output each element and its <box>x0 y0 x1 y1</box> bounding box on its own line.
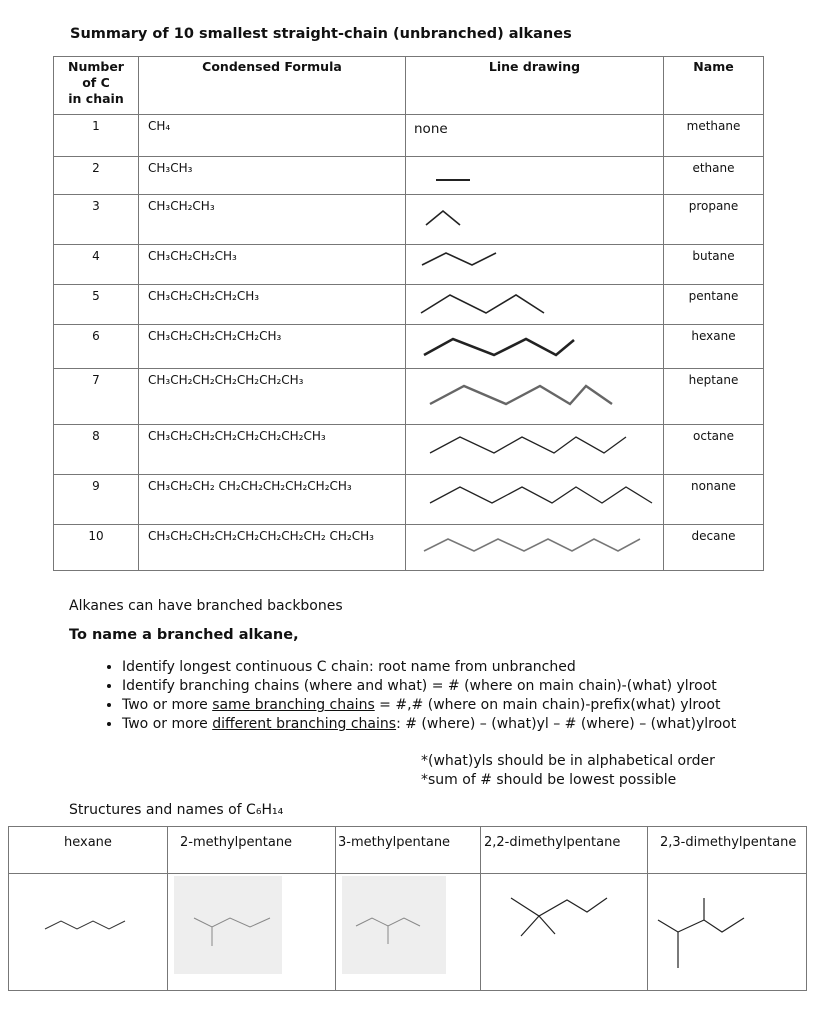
carbon-count: 10 <box>54 525 139 571</box>
butane-structure <box>406 245 664 285</box>
carbon-count: 1 <box>54 115 139 157</box>
rule-item <box>122 658 736 677</box>
alkane-summary-table <box>53 56 764 571</box>
rule-text: Identify longest continuous C chain: root name from unbranched <box>122 659 576 675</box>
alkane-name: heptane <box>664 369 764 425</box>
none-label: none <box>414 121 448 137</box>
hexane-structure <box>406 325 664 369</box>
line-drawing <box>406 157 664 195</box>
table-row <box>54 369 764 425</box>
line-drawing <box>406 115 664 157</box>
propane-structure <box>406 195 664 245</box>
header-name: Name <box>664 57 764 115</box>
carbon-count: 9 <box>54 475 139 525</box>
rule-item <box>122 715 736 734</box>
rule-text: Two or more <box>122 716 213 732</box>
carbon-count: 5 <box>54 285 139 325</box>
naming-heading: To name a branched alkane, <box>69 627 299 643</box>
line-drawing <box>406 245 664 285</box>
alkane-name: butane <box>664 245 764 285</box>
carbon-count: 4 <box>54 245 139 285</box>
line-drawing <box>406 195 664 245</box>
alkane-name: octane <box>664 425 764 475</box>
line-drawing <box>406 369 664 425</box>
methylpentane-2-skeleton <box>168 874 336 990</box>
table-row <box>54 525 764 571</box>
carbon-count: 3 <box>54 195 139 245</box>
line-drawing <box>406 425 664 475</box>
condensed-formula: CH₄ <box>139 115 406 157</box>
decane-structure <box>406 525 664 571</box>
dimethylpentane-22-skeleton <box>481 874 648 990</box>
methylpentane-3-skeleton <box>336 874 481 990</box>
note-alphabetical: *(what)yls should be in alphabetical order <box>421 753 715 769</box>
carbon-count: 8 <box>54 425 139 475</box>
condensed-formula: CH₃CH₂CH₂CH₂CH₂CH₂CH₂CH₃ <box>139 425 406 475</box>
underlined-term: different branching chains <box>212 716 397 732</box>
line-drawing <box>406 475 664 525</box>
rule-text: Two or more <box>122 697 213 713</box>
line-drawing <box>406 525 664 571</box>
hexane-skeleton <box>9 874 168 990</box>
isomer-structure <box>336 874 481 991</box>
alkane-name: nonane <box>664 475 764 525</box>
carbon-count: 2 <box>54 157 139 195</box>
alkane-name: propane <box>664 195 764 245</box>
line-drawing <box>406 285 664 325</box>
condensed-formula: CH₃CH₂CH₂CH₂CH₂CH₂CH₂CH₂ CH₂CH₃ <box>139 525 406 571</box>
ethane-structure <box>406 157 664 195</box>
alkane-name: methane <box>664 115 764 157</box>
alkane-name: decane <box>664 525 764 571</box>
branched-intro: Alkanes can have branched backbones <box>69 598 343 614</box>
isomer-name: 3-methylpentane <box>336 827 481 874</box>
condensed-formula: CH₃CH₂CH₂CH₃ <box>139 245 406 285</box>
rule-item <box>122 677 736 696</box>
note-lowest-sum: *sum of # should be lowest possible <box>421 772 677 788</box>
naming-rules-list <box>68 658 736 734</box>
header-number: Number of C in chain <box>54 57 139 115</box>
condensed-formula: CH₃CH₂CH₂ CH₂CH₂CH₂CH₂CH₂CH₃ <box>139 475 406 525</box>
alkane-name: ethane <box>664 157 764 195</box>
dimethylpentane-23-skeleton <box>648 874 807 990</box>
table-row <box>54 115 764 157</box>
isomers-table <box>8 826 807 991</box>
isomers-heading: Structures and names of C₆H₁₄ <box>69 802 284 818</box>
naming-notes <box>421 752 715 790</box>
heptane-structure <box>406 369 664 425</box>
isomer-name: 2,3-dimethylpentane <box>648 827 807 874</box>
page-title: Summary of 10 smallest straight-chain (unbranched) alkanes <box>70 26 572 42</box>
alkane-name: hexane <box>664 325 764 369</box>
carbon-count: 6 <box>54 325 139 369</box>
table-row <box>54 245 764 285</box>
table-row <box>54 475 764 525</box>
isomer-structure <box>648 874 807 991</box>
isomer-structure <box>481 874 648 991</box>
header-formula: Condensed Formula <box>139 57 406 115</box>
table-row <box>54 285 764 325</box>
table-row <box>54 195 764 245</box>
octane-structure <box>406 425 664 475</box>
condensed-formula: CH₃CH₂CH₂CH₂CH₂CH₃ <box>139 325 406 369</box>
nonane-structure <box>406 475 664 525</box>
isomer-structure <box>9 874 168 991</box>
condensed-formula: CH₃CH₂CH₃ <box>139 195 406 245</box>
pentane-structure <box>406 285 664 325</box>
isomer-name: hexane <box>9 827 168 874</box>
table-row <box>54 157 764 195</box>
table-row <box>54 425 764 475</box>
isomer-name: 2,2-dimethylpentane <box>481 827 648 874</box>
alkane-name: pentane <box>664 285 764 325</box>
rule-item <box>122 696 736 715</box>
isomer-name: 2-methylpentane <box>168 827 336 874</box>
condensed-formula: CH₃CH₃ <box>139 157 406 195</box>
rule-text: Identify branching chains (where and what) = # (where on main chain)-(what) ylroot <box>122 678 717 694</box>
header-drawing: Line drawing <box>406 57 664 115</box>
underlined-term: same branching chains <box>212 697 375 713</box>
rule-text: = #,# (where on main chain)-prefix(what) ylroot <box>374 697 721 713</box>
condensed-formula: CH₃CH₂CH₂CH₂CH₂CH₂CH₃ <box>139 369 406 425</box>
table-row <box>54 325 764 369</box>
rule-text: : # (where) – (what)yl – # (where) – (what)ylroot <box>396 716 737 732</box>
condensed-formula: CH₃CH₂CH₂CH₂CH₃ <box>139 285 406 325</box>
line-drawing <box>406 325 664 369</box>
isomer-structure <box>168 874 336 991</box>
carbon-count: 7 <box>54 369 139 425</box>
